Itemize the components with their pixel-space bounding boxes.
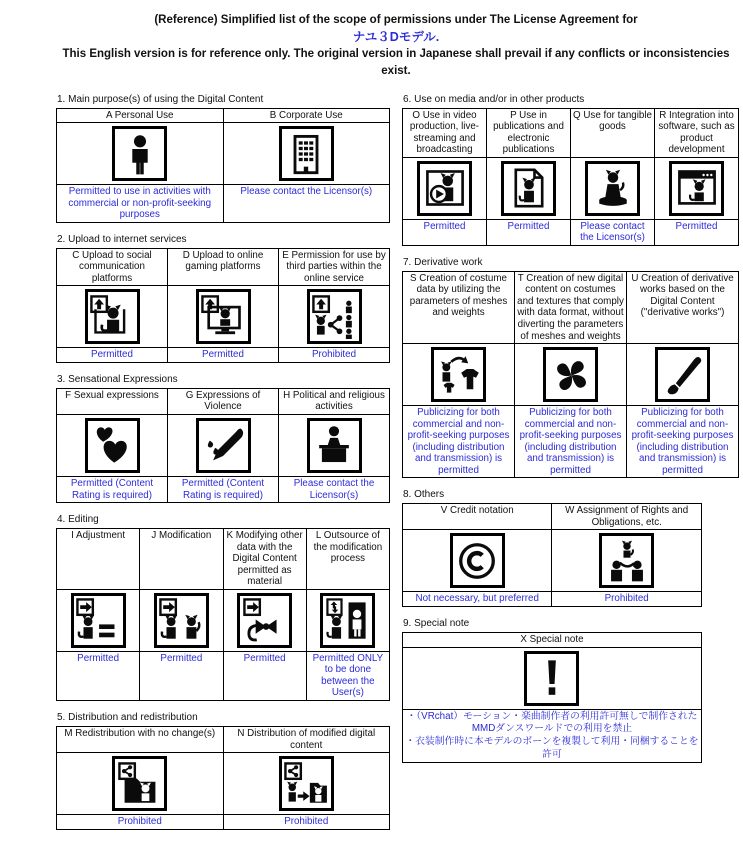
distribution-modified-icon: [284, 762, 328, 806]
icon-cell: [279, 414, 390, 476]
item-header: X Special note: [403, 633, 702, 648]
verdict-text: Permitted to use in activities with commercial or non-profit-seeking purposes: [57, 185, 224, 223]
publication-icon: [507, 166, 551, 210]
paintbrush-icon: [661, 353, 705, 397]
icon-box: [112, 756, 167, 811]
section-9: [402, 618, 739, 763]
item-header: K Modifying other data with the Digital Content permitted as material: [223, 529, 306, 590]
verdict-text: Permitted (Content Rating is required): [168, 476, 279, 502]
exclamation-icon: [530, 656, 574, 700]
podium-icon: [312, 423, 356, 467]
item-header: A Personal Use: [57, 108, 224, 123]
adjustment-icon: [76, 598, 120, 642]
verdict-text: Permitted: [487, 219, 571, 245]
icon-cell: [57, 123, 224, 185]
permission-table: [56, 528, 390, 701]
icon-cell: [515, 344, 627, 406]
section-5: [56, 712, 390, 830]
verdict-text: Publicizing for both commercial and non-profit-seeking purposes (including distribution and transmission) is permitted: [627, 406, 739, 478]
icon-box: [450, 533, 505, 588]
item-header: S Creation of costume data by utilizing the parameters of meshes and weights: [403, 271, 515, 343]
left-column: [56, 94, 390, 841]
item-header: B Corporate Use: [223, 108, 390, 123]
outsource-icon: [326, 598, 370, 642]
icon-cell: [571, 157, 655, 219]
icon-box: [655, 347, 710, 402]
section-title: 4. Editing: [57, 514, 99, 526]
document-title: (Reference) Simplified list of the scope of permissions under The License Agreement for: [154, 14, 638, 26]
costume-new-data-icon: [549, 353, 593, 397]
section-6: [402, 94, 739, 246]
permission-table: [402, 108, 739, 246]
redistribution-icon: [118, 762, 162, 806]
document-subtitle: This English version is for reference only. The original version in Japanese shall prevail if any conflicts or inconsistencies exist.: [62, 48, 730, 77]
verdict-text: Permitted ONLY to be done between the User(s): [306, 651, 389, 700]
icon-cell: [223, 753, 390, 815]
icon-box: [279, 756, 334, 811]
item-header: L Outsource of the modification process: [306, 529, 389, 590]
permission-table: [56, 726, 390, 830]
icon-box: [196, 289, 251, 344]
special-note-text: [403, 709, 702, 763]
icon-cell: [57, 589, 140, 651]
modification-icon: [159, 598, 203, 642]
icon-box: [71, 593, 126, 648]
icon-box: [524, 651, 579, 706]
section-title: 5. Distribution and redistribution: [57, 712, 198, 723]
note-line: ・（VRchat）モーション・楽曲制作者の利用許可無しで制作されたMMDダンスワールドでの利用を禁止: [406, 710, 698, 735]
item-header: N Distribution of modified digital content: [223, 727, 390, 753]
item-header: E Permission for use by third parties within the online service: [279, 248, 390, 286]
icon-box: [501, 161, 556, 216]
item-header: V Credit notation: [403, 504, 552, 530]
item-header: D Upload to online gaming platforms: [168, 248, 279, 286]
item-header: I Adjustment: [57, 529, 140, 590]
icon-cell: [403, 157, 487, 219]
verdict-text: Permitted: [140, 651, 223, 700]
permission-table: [402, 503, 702, 607]
modify-material-icon: [243, 598, 287, 642]
item-header: O Use in video production, live-streaming and broadcasting: [403, 108, 487, 157]
icon-cell: [627, 344, 739, 406]
upload-social-icon: [90, 295, 134, 339]
verdict-text: Permitted: [223, 651, 306, 700]
item-header: J Modification: [140, 529, 223, 590]
icon-cell: [279, 286, 390, 348]
icon-cell: [655, 157, 739, 219]
item-header: R Integration into software, such as product development: [655, 108, 739, 157]
icon-cell: [223, 589, 306, 651]
permission-table: [56, 108, 390, 223]
costume-parameters-icon: [437, 353, 481, 397]
section-title: 6. Use on media and/or in other products: [403, 93, 585, 105]
permission-table: [402, 632, 702, 763]
verdict-text: Prohibited: [223, 815, 390, 830]
icon-cell: [168, 286, 279, 348]
section-8: [402, 489, 739, 607]
icon-box: [307, 418, 362, 473]
item-header: C Upload to social communication platforms: [57, 248, 168, 286]
section-title: 3. Sensational Expressions: [57, 373, 178, 385]
permission-table: [56, 248, 390, 363]
verdict-text: Please contact the Licensor(s): [571, 219, 655, 245]
item-header: H Political and religious activities: [279, 388, 390, 414]
verdict-text: Permitted (Content Rating is required): [57, 476, 168, 502]
verdict-text: Publicizing for both commercial and non-profit-seeking purposes (including distribution and transmission) is permitted: [403, 406, 515, 478]
verdict-text: Permitted: [168, 348, 279, 363]
building-icon: [284, 132, 328, 176]
icon-cell: [487, 157, 571, 219]
icon-box: [279, 126, 334, 181]
person-icon: [118, 132, 162, 176]
section-title: 7. Derivative work: [403, 256, 483, 268]
icon-box: [417, 161, 472, 216]
verdict-text: Please contact the Licensor(s): [279, 476, 390, 502]
rights-assignment-icon: [605, 539, 649, 583]
verdict-text: Permitted: [57, 651, 140, 700]
icon-cell: [223, 123, 390, 185]
section-title: 2. Upload to internet services: [57, 233, 187, 245]
note-line: ・衣装制作時に本モデルのボーンを複製して利用・同梱することを許可: [405, 736, 699, 760]
icon-box: [196, 418, 251, 473]
verdict-text: Prohibited: [279, 348, 390, 363]
icon-cell: [552, 530, 701, 592]
content-columns: [56, 94, 739, 841]
section-3: [56, 374, 390, 503]
verdict-text: Please contact the Licensor(s): [223, 185, 390, 223]
permission-table: [56, 388, 390, 503]
icon-cell: [140, 589, 223, 651]
icon-cell: [57, 286, 168, 348]
item-header: G Expressions of Violence: [168, 388, 279, 414]
software-window-icon: [675, 166, 719, 210]
icon-box: [85, 418, 140, 473]
verdict-text: Permitted: [403, 219, 487, 245]
hearts-icon: [90, 423, 134, 467]
icon-box: [307, 289, 362, 344]
verdict-text: Prohibited: [57, 815, 224, 830]
icon-box: [237, 593, 292, 648]
permission-table: [402, 271, 739, 479]
verdict-text: Permitted: [655, 219, 739, 245]
item-header: F Sexual expressions: [57, 388, 168, 414]
icon-box: [599, 533, 654, 588]
copyright-icon: [455, 539, 499, 583]
item-header: M Redistribution with no change(s): [57, 727, 224, 753]
document-header: [56, 12, 736, 80]
icon-cell: [57, 414, 168, 476]
item-header: Q Use for tangible goods: [571, 108, 655, 157]
icon-box: [85, 289, 140, 344]
item-header: T Creation of new digital content on costumes and textures that comply with data format, without diverting the parameters of meshes and weights: [515, 271, 627, 343]
item-header: P Use in publications and electronic publications: [487, 108, 571, 157]
section-7: [402, 257, 739, 479]
icon-box: [585, 161, 640, 216]
icon-cell: [403, 530, 552, 592]
icon-cell: [403, 344, 515, 406]
verdict-text: Prohibited: [552, 592, 701, 607]
item-header: W Assignment of Rights and Obligations, etc.: [552, 504, 701, 530]
section-4: [56, 514, 390, 701]
section-2: [56, 234, 390, 363]
verdict-text: Not necessary, but preferred: [403, 592, 552, 607]
icon-cell: [168, 414, 279, 476]
upload-gaming-icon: [201, 295, 245, 339]
icon-box: [543, 347, 598, 402]
section-title: 8. Others: [403, 489, 445, 501]
section-title: 1. Main purpose(s) of using the Digital Content: [57, 93, 264, 105]
icon-box: [154, 593, 209, 648]
upload-third-party-icon: [312, 295, 356, 339]
model-name: ナユ３Dモデル.: [352, 29, 440, 44]
icon-box: [112, 126, 167, 181]
section-1: [56, 94, 390, 223]
icon-cell: [403, 647, 702, 709]
icon-box: [669, 161, 724, 216]
icon-cell: [306, 589, 389, 651]
figurine-icon: [591, 166, 635, 210]
icon-box: [431, 347, 486, 402]
section-title: 9. Special note: [403, 618, 470, 629]
verdict-text: Permitted: [57, 348, 168, 363]
icon-cell: [57, 753, 224, 815]
knife-icon: [201, 423, 245, 467]
video-play-icon: [423, 166, 467, 210]
right-column: [402, 94, 739, 775]
icon-box: [320, 593, 375, 648]
item-header: U Creation of derivative works based on the Digital Content ("derivative works"): [627, 271, 739, 343]
verdict-text: Publicizing for both commercial and non-profit-seeking purposes (including distribution and transmission) is permitted: [515, 406, 627, 478]
